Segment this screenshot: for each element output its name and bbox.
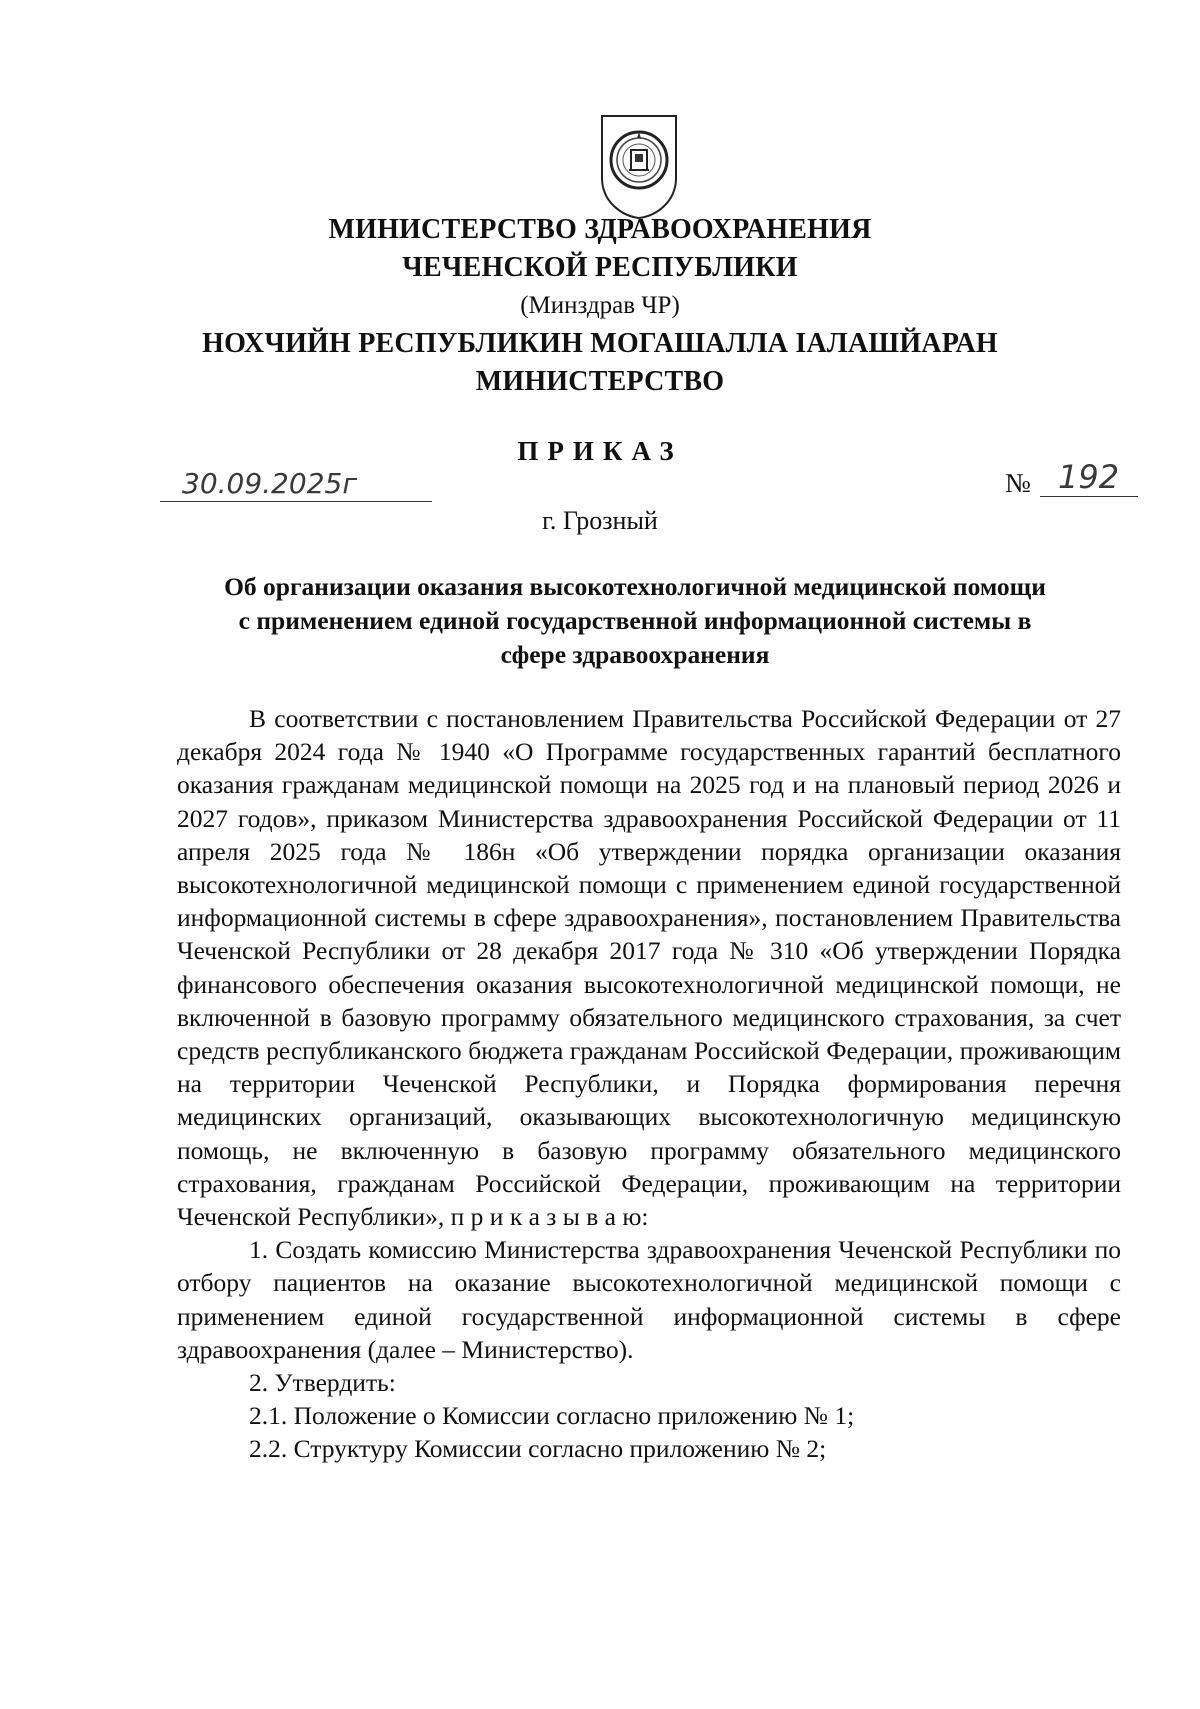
preamble-text: В соответствии с постановлением Правительства Российской Федерации от 27 декабря 2024 года № 1940 «О Программе государственных гарантий бесплатного оказания гражданам медицинской помощи на 2025 год и на плановый период 2026 и 2027 годов», приказом Министерства здравоохранения Российской Федерации от 11 апреля 2025 года № 186н «Об утверждении порядка организации оказания высокотехнологичной медицинской помощи с применением единой государственной информационной системы в сфере здравоохранения», постановлением Правительства Чеченской Республики от 28 декабря 2017 года № 310 «Об утверждении Порядка финансового обеспечения оказания высокотехнологичной медицинской помощи, не включенной в базовую программу обязательного медицинского страхования, за счет средств республиканского бюджета гражданам Российской Федерации, проживающим на территории Чеченской Республики, и Порядка формирования перечня медицинских организаций, оказывающих высокотехнологичную медицинскую помощь, не включенную в базовую программу обязательного медицинского страхования, гражданам Российской Федерации, проживающим на территории Чеченской Республики», (177, 704, 1121, 1232)
order-date-handwritten: 30.09.2025г (182, 467, 358, 500)
document-title-line3: сфере здравоохранения (500, 640, 770, 669)
coat-of-arms-emblem (598, 112, 680, 220)
item-2: 2. Утвердить: (249, 1368, 396, 1398)
document-title-line2: с применением единой государственной информационной системы в (238, 606, 1032, 635)
number-underline (1040, 496, 1138, 497)
order-number-label: № (1005, 468, 1031, 498)
item-1: 1. Создать комиссию Министерства здравоохранения Чеченской Республики по отбору пациентов на оказание высокотехнологичной медицинской помощи с применением единой государственной информационной системы в сфере здравоохранения (далее – Министерство). (177, 1235, 1121, 1364)
document-body (177, 702, 1121, 1466)
order-word: п р и к а з ы в а ю: (450, 1202, 649, 1232)
item-2-2: 2.2. Структуру Комиссии согласно приложению № 2; (249, 1434, 827, 1464)
ministry-name-ce-line2: МИНИСТЕРСТВО (475, 366, 725, 397)
ministry-name-ce-line1: НОХЧИЙН РЕСПУБЛИКИН МОГАШАЛЛА ІАЛАШЙАРАН (202, 328, 998, 359)
ministry-short-name: (Минздрав ЧР) (520, 292, 680, 319)
preamble-paragraph (177, 702, 1121, 1233)
city-name: г. Грозный (542, 506, 658, 535)
document-title-line1: Об организации оказания высокотехнологичной медицинской помощи (224, 572, 1046, 601)
ministry-name-ru-line2: ЧЕЧЕНСКОЙ РЕСПУБЛИКИ (402, 252, 798, 283)
date-underline (160, 501, 432, 502)
order-number-handwritten: 192 (1058, 458, 1120, 496)
item-2-1: 2.1. Положение о Комиссии согласно приложению № 1; (249, 1401, 855, 1431)
order-title: ПРИКАЗ (517, 436, 683, 466)
ministry-name-ru-line1: МИНИСТЕРСТВО ЗДРАВООХРАНЕНИЯ (328, 214, 872, 245)
document-title (190, 570, 1080, 672)
